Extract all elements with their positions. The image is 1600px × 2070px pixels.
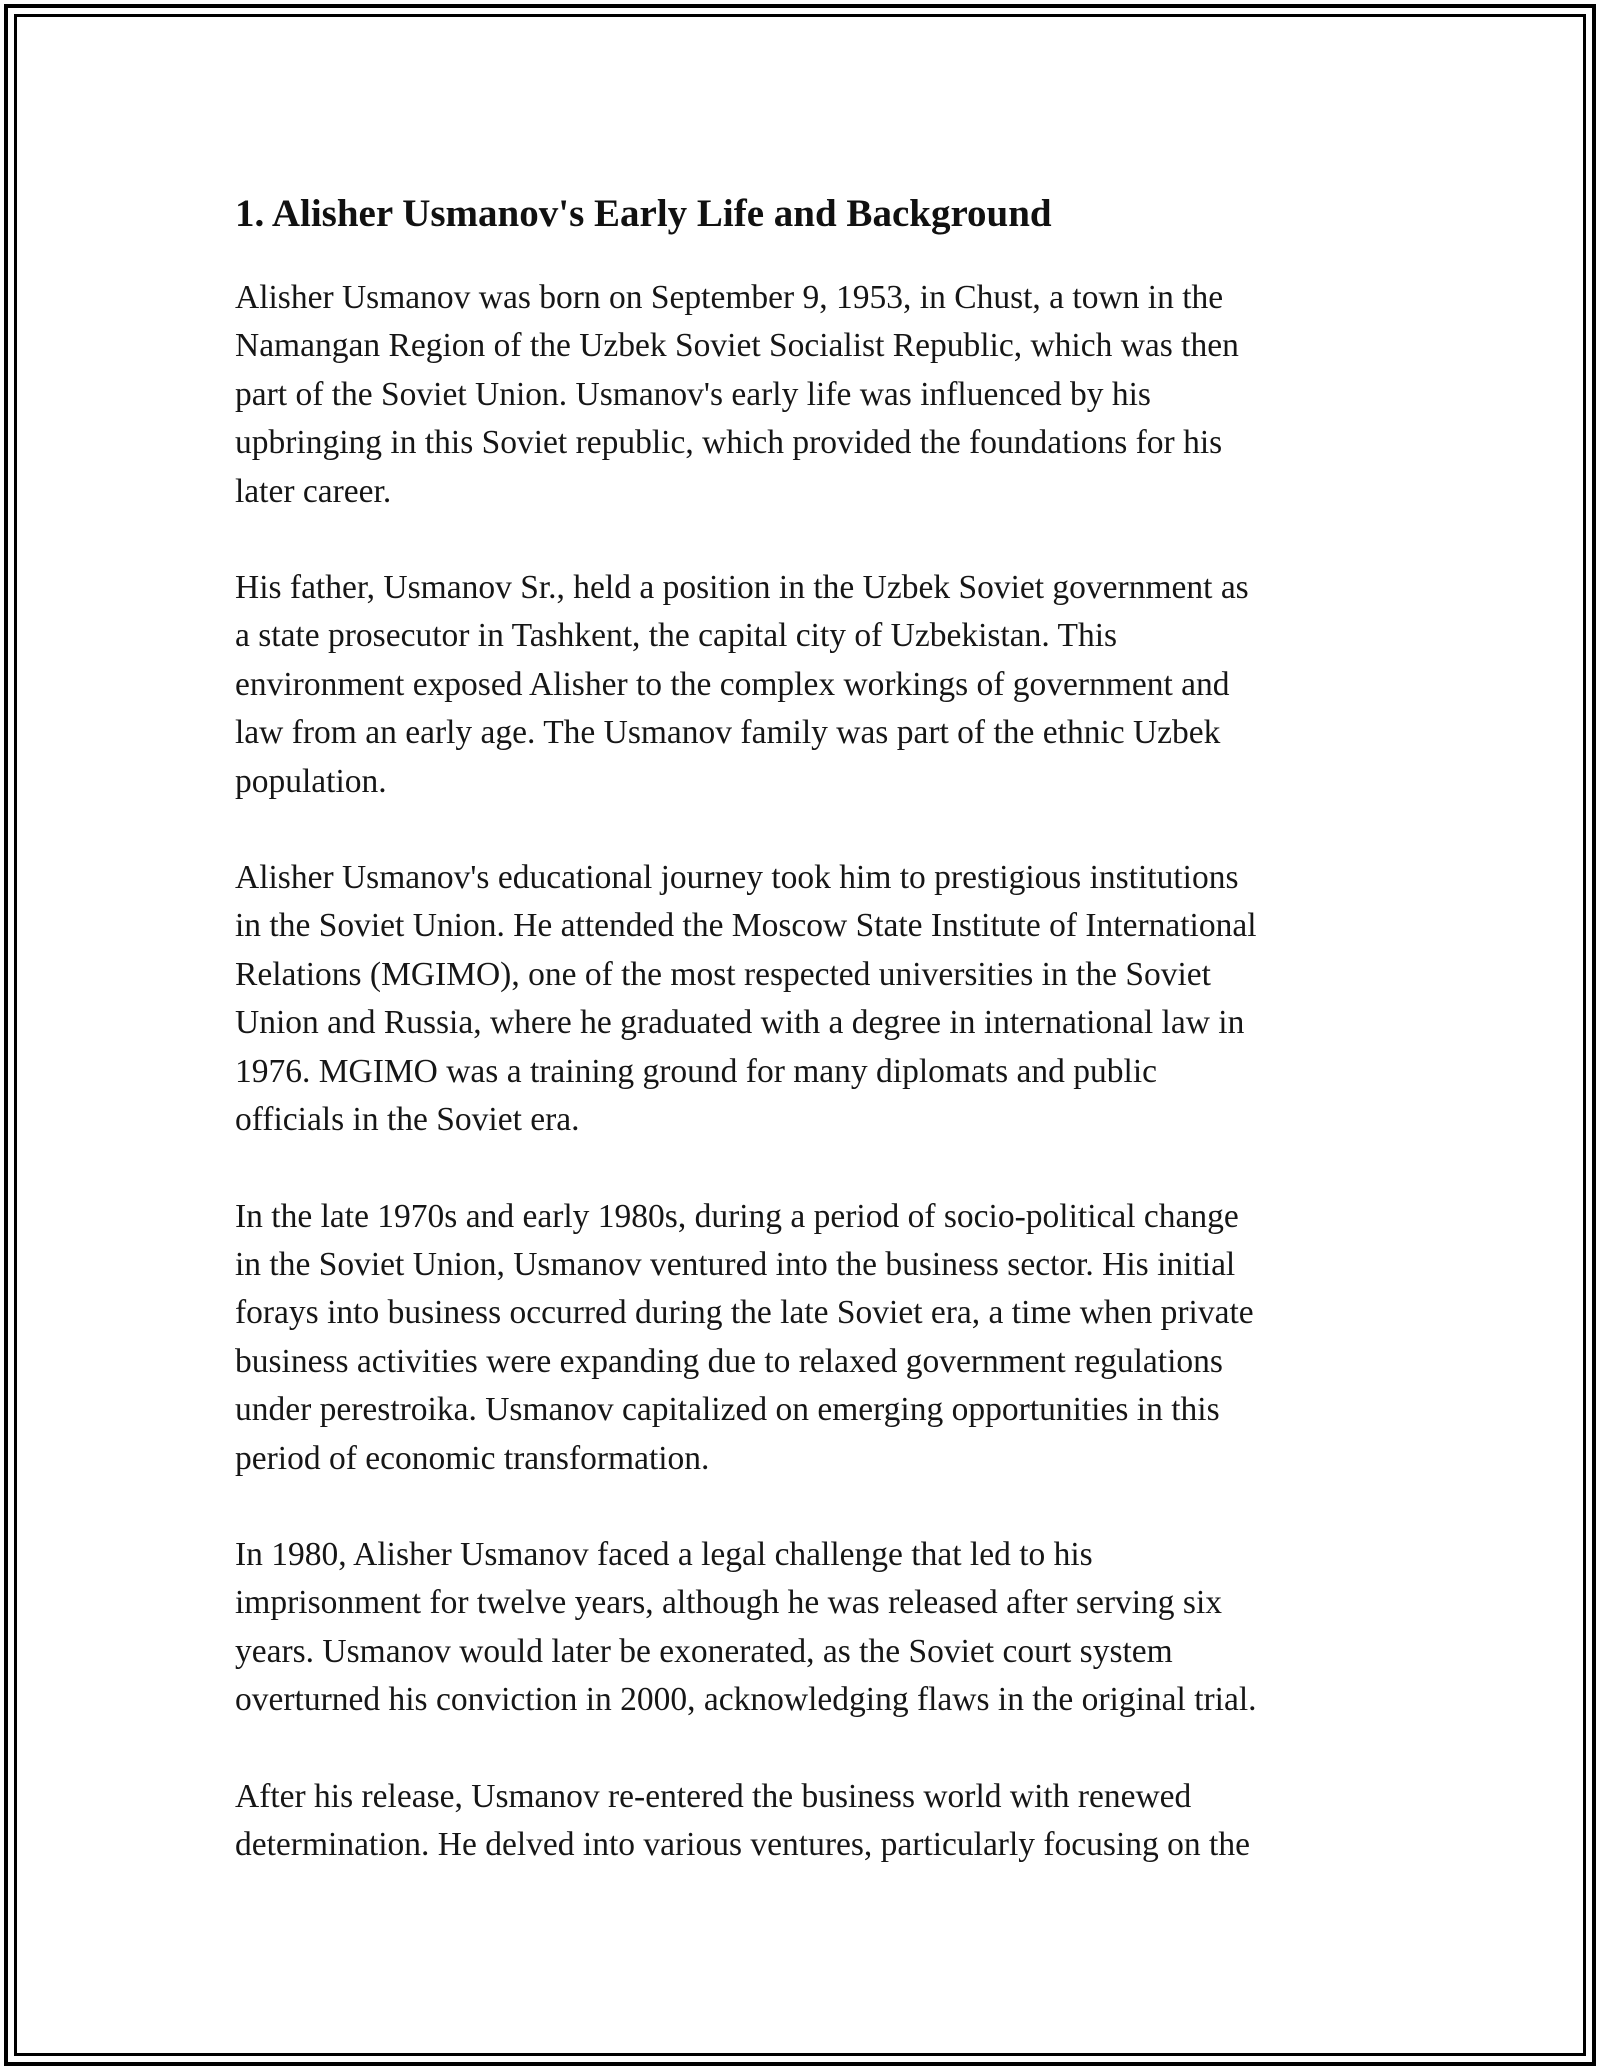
text-line: environment exposed Alisher to the complex workings of government and — [235, 665, 1230, 703]
text-line: After his release, Usmanov re-entered the business world with renewed — [235, 1777, 1192, 1815]
text-line: Alisher Usmanov's educational journey took him to prestigious institutions — [235, 859, 1239, 897]
text-line: part of the Soviet Union. Usmanov's early life was influenced by his — [235, 375, 1151, 413]
document-body — [235, 186, 1365, 1917]
text-line: population. — [235, 762, 387, 800]
text-line: determination. He delved into various ventures, particularly focusing on the — [235, 1825, 1250, 1863]
text-line: period of economic transformation. — [235, 1439, 710, 1477]
text-line: years. Usmanov would later be exonerated, as the Soviet court system — [235, 1632, 1173, 1670]
text-line: overturned his conviction in 2000, acknowledging flaws in the original trial. — [235, 1681, 1257, 1719]
text-line: 1976. MGIMO was a training ground for many diplomats and public — [235, 1052, 1158, 1090]
text-line: Union and Russia, where he graduated with a degree in international law in — [235, 1004, 1245, 1042]
text-line: In 1980, Alisher Usmanov faced a legal challenge that led to his — [235, 1535, 1093, 1573]
paragraph-birth — [235, 274, 1365, 516]
text-line: forays into business occurred during the late Soviet era, a time when private — [235, 1294, 1254, 1332]
text-line: later career. — [235, 472, 392, 510]
text-line: in the Soviet Union, Usmanov ventured into the business sector. His initial — [235, 1245, 1236, 1283]
text-line: a state prosecutor in Tashkent, the capital city of Uzbekistan. This — [235, 617, 1118, 655]
section-heading: 1. Alisher Usmanov's Early Life and Background — [235, 192, 1052, 235]
text-line: Namangan Region of the Uzbek Soviet Socialist Republic, which was then — [235, 327, 1239, 365]
text-line: officials in the Soviet era. — [235, 1101, 580, 1139]
text-line: law from an early age. The Usmanov family was part of the ethnic Uzbek — [235, 714, 1221, 752]
text-line: His father, Usmanov Sr., held a position in the Uzbek Soviet government as — [235, 569, 1249, 607]
text-line: upbringing in this Soviet republic, which provided the foundations for his — [235, 424, 1223, 462]
text-line: business activities were expanding due to relaxed government regulations — [235, 1342, 1223, 1380]
paragraph-father — [235, 564, 1365, 806]
paragraph-legal-challenge — [235, 1531, 1365, 1725]
paragraph-business-start — [235, 1193, 1365, 1483]
text-line: Alisher Usmanov was born on September 9, 1953, in Chust, a town in the — [235, 279, 1224, 316]
text-line: under perestroika. Usmanov capitalized on emerging opportunities in this — [235, 1391, 1220, 1429]
text-line: In the late 1970s and early 1980s, during a period of socio-political change — [235, 1197, 1239, 1235]
text-line: imprisonment for twelve years, although he was released after serving six — [235, 1584, 1223, 1622]
text-line: Relations (MGIMO), one of the most respected universities in the Soviet — [235, 955, 1211, 993]
text-line: in the Soviet Union. He attended the Moscow State Institute of International — [235, 907, 1257, 945]
paragraph-education — [235, 854, 1365, 1144]
paragraph-after-release — [235, 1773, 1365, 1870]
